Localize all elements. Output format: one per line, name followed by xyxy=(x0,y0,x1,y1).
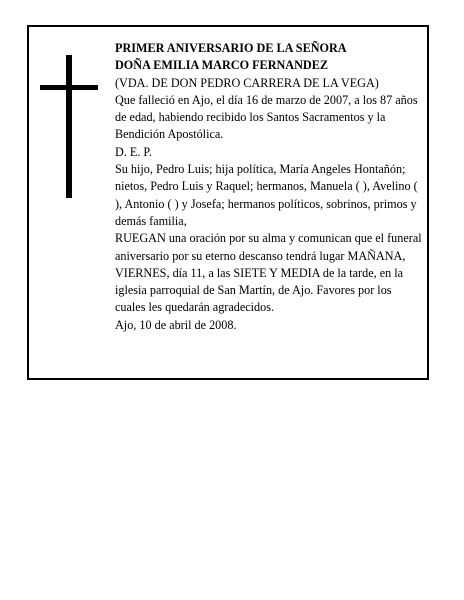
widow-of: (VDA. DE DON PEDRO CARRERA DE LA VEGA) xyxy=(115,75,379,90)
family-list: Su hijo, Pedro Luis; hija política, María Angeles Hontañón; nietos, Pedro Luis y Raquel; hermanos, Manuela ( ), Avelino ( ), Antonio ( ) y Josefa; hermanos políticos, sobrinos, primos y demás familia, xyxy=(115,162,418,228)
funeral-time: SIETE Y MEDIA xyxy=(233,265,320,280)
cross-icon xyxy=(66,55,72,198)
notice-text xyxy=(115,40,425,334)
sign-off: Ajo, 10 de abril de 2008. xyxy=(115,317,237,332)
request-text: una oración por su alma y comunican que el funeral aniversario por su eterno descanso tendrá lugar xyxy=(115,231,422,263)
heading-line-1: PRIMER ANIVERSARIO DE LA SEÑORA xyxy=(115,41,347,55)
death-info: Que falleció en Ajo, el día 16 de marzo de 2007, a los 87 años de edad, habiendo recibido los Santos Sacramentos y la Bendición Apostólica. xyxy=(115,92,418,142)
dep: D. E. P. xyxy=(115,144,152,159)
cross-icon-bar xyxy=(40,85,98,90)
obituary-notice xyxy=(27,25,429,380)
request-lead: RUEGAN xyxy=(115,231,166,246)
place-text: de la tarde, en la iglesia parroquial de San Martín, de Ajo. Favores por los cuales les quedarán agradecidos. xyxy=(115,265,404,315)
funeral-day: MAÑANA, VIERNES xyxy=(115,248,406,280)
heading-line-2: DOÑA EMILIA MARCO FERNANDEZ xyxy=(115,58,328,73)
request-paragraph xyxy=(115,230,425,316)
date-text: , día 11, a las xyxy=(166,265,234,280)
